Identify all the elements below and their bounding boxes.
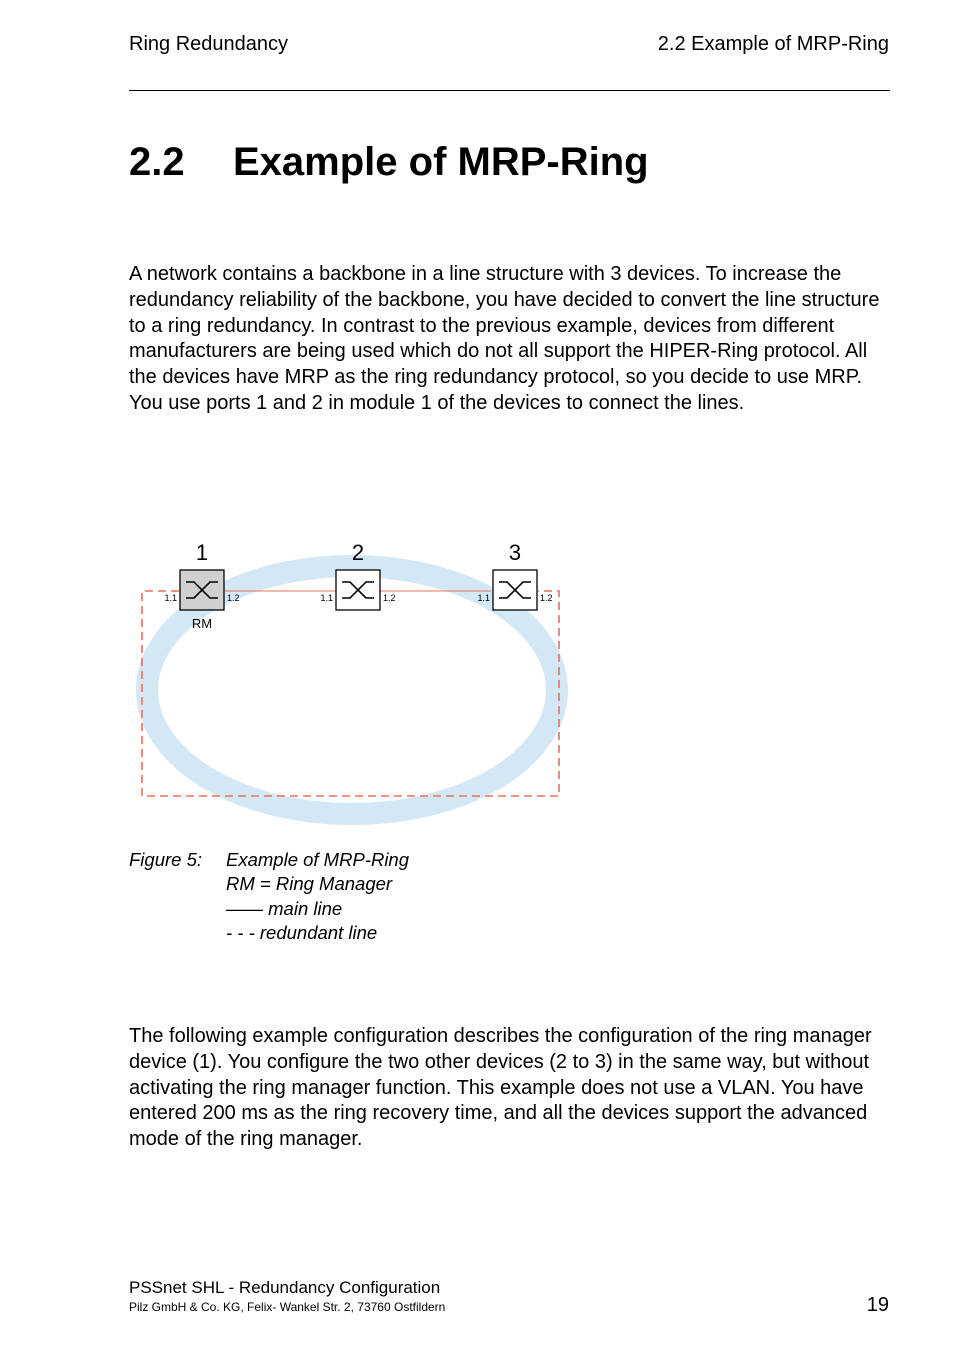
section-number: 2.2 [129,140,185,184]
device-number: 1 [195,540,209,565]
section-title: Example of MRP-Ring [233,140,649,184]
caption-line: —— main line [226,897,343,919]
port-right-label: 1.2 [383,593,396,603]
config-paragraph: The following example configuration describes the configuration of the ring manager device (1). You configure the two other devices (2 to 3) in the same way, but without activating the ring manager function. This example does not use a VLAN. You have entered 200 ms as the ring recovery time, and all the devices support the advanced mode of the ring manager. [129,1025,872,1151]
caption-lines [226,848,409,945]
running-header-chapter: Ring Redundancy [129,33,288,55]
header-rule [129,90,890,91]
intro-paragraph: A network contains a backbone in a line structure with 3 devices. To increase the redundancy reliability of the backbone, you have decided to convert the line structure to a ring redundancy. In contrast to the previous example, devices from different manufacturers are being used which do not all support the HIPER-Ring protocol. All the devices have MRP as the ring redundancy protocol, so you decide to use MRP. You use ports 1 and 2 in module 1 of the devices to connect the lines. [129,263,880,414]
port-right-label: 1.2 [227,593,240,603]
page-number: 19 [866,1294,889,1316]
device-number: 3 [508,540,522,565]
caption-line: Example of MRP-Ring [226,849,410,870]
device-3 [477,540,552,610]
footer-product: PSSnet SHL - Redundancy Configuration [129,1278,441,1297]
caption-line: - - - redundant line [226,921,378,943]
port-left-label: 1.1 [164,593,177,603]
mrp-ring-diagram [129,530,579,830]
port-right-label: 1.2 [540,593,553,603]
port-left-label: 1.1 [320,593,333,603]
ring-manager-label: RM [191,616,213,631]
port-left-label: 1.1 [477,593,490,603]
caption-line: RM = Ring Manager [226,873,393,895]
footer-company: Pilz GmbH & Co. KG, Felix- Wankel Str. 2, 73760 Ostfildern [129,1300,446,1314]
running-header-section: 2.2 Example of MRP-Ring [657,33,889,55]
figure-label: Figure 5: [129,849,203,870]
device-number: 2 [351,540,365,565]
section-heading [129,140,649,185]
